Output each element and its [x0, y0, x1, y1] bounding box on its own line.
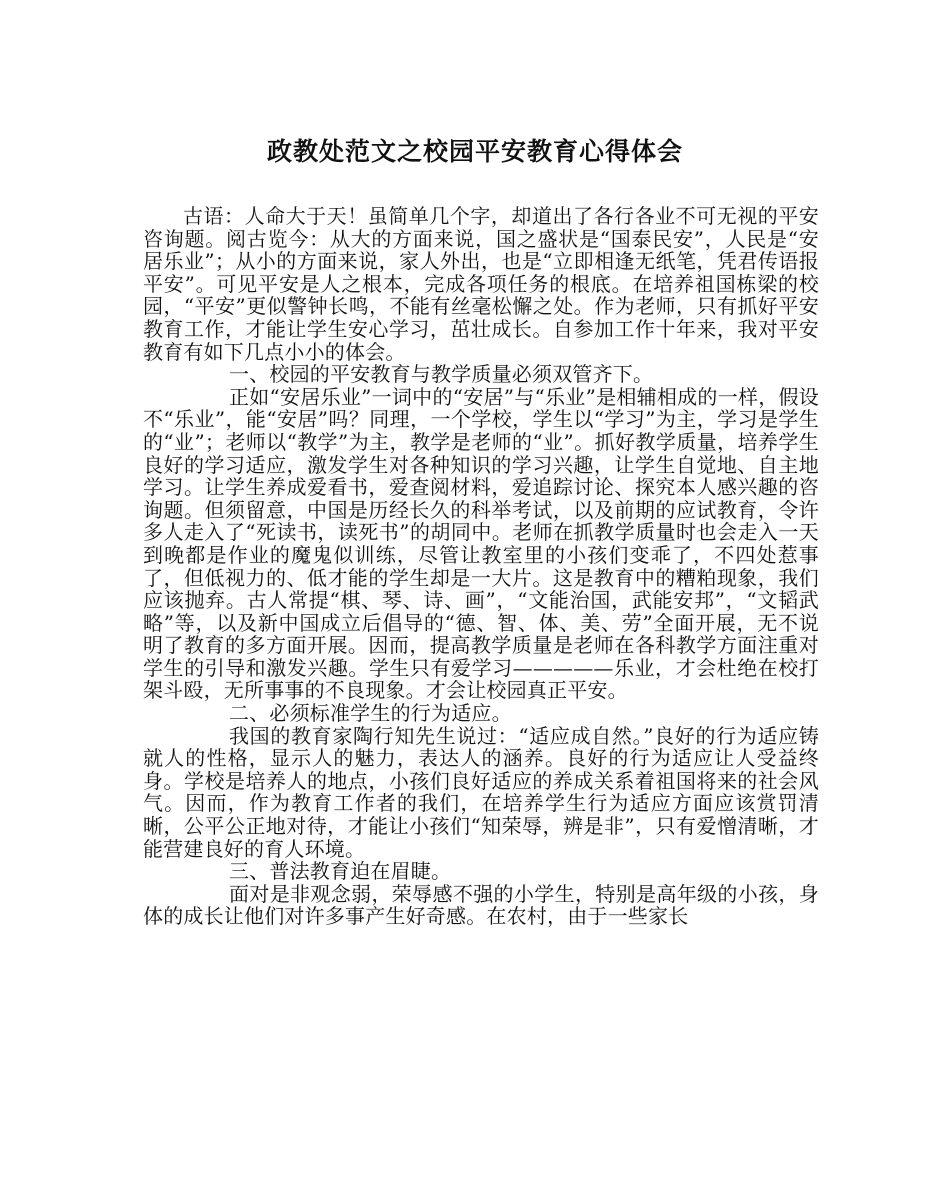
section-heading-1: 一、校园的平安教育与教学质量必须双管齐下。	[229, 362, 654, 387]
paragraph-section-3: 面对是非观念弱，荣辱感不强的小学生，特别是高年级的小孩，身体的成长让他们对许多事产生好奇感。在农村，由于一些家长	[143, 881, 819, 929]
section-heading-3: 三、普法教育迫在眉睫。	[229, 859, 452, 884]
document-body	[143, 205, 819, 928]
document-title: 政教处范文之校园平安教育心得体会	[266, 137, 683, 166]
paragraph-section-1: 正如“安居乐业”一词中的“安居”与“乐业”是相辅相成的一样，假设不“乐业”，能“安居”吗？同理，一个学校，学生以“学习”为主，学习是学生的“业”；老师以“教学”为主，教学是老师的“业”。抓好教学质量，培养学生良好的学习适应，激发学生对各种知识的学习兴趣，让学生自觉地、自主地学习。让学生养成爱看书，爱查阅材料，爱追踪讨论、探究本人感兴趣的咨询题。但须留意，中国是历经长久的科举考试，以及前期的应试教育，令许多人走入了“死读书，读死书”的胡同中。老师在抓教学质量时也会走入一天到晚都是作业的魔鬼似训练，尽管让教室里的小孩们变乖了，不四处惹事了，但低视力的、低才能的学生却是一大片。这是教育中的糟粕现象，我们应该抛弃。古人常提“棋、琴、诗、画”，“文能治国，武能安邦”，“文韬武略”等，以及新中国成立后倡导的“德、智、体、美、劳”全面开展，无不说明了教育的多方面开展。因而，提高教学质量是老师在各科教学方面注重对学生的引导和激发兴趣。学生只有爱学习—————乐业，才会杜绝在校打架斗殴，无所事事的不良现象。才会让校园真正平安。	[143, 384, 819, 703]
section-heading-2: 二、必须标准学生的行为适应。	[229, 701, 512, 726]
paragraph-section-2: 我国的教育家陶行知先生说过：“适应成自然。”良好的行为适应铸就人的性格，显示人的魅力，表达人的涵养。良好的行为适应让人受益终身。学校是培养人的地点，小孩们良好适应的养成关系着祖国将来的社会风气。因而，作为教育工作者的我们，在培养学生行为适应方面应该赏罚清晰，公平公正地对待，才能让小孩们“知荣辱，辨是非”，只有爱憎清晰，才能营建良好的育人环境。	[143, 723, 819, 861]
paragraph-intro: 古语：人命大于天！虽简单几个字，却道出了各行各业不可无视的平安咨询题。阅古览今：从大的方面来说，国之盛状是“国泰民安”，人民是“安居乐业”；从小的方面来说，家人外出，也是“立即相逢无纸笔，凭君传语报平安”。可见平安是人之根本，完成各项任务的根底。在培养祖国栋梁的校园，“平安”更似警钟长鸣，不能有丝毫松懈之处。作为老师，只有抓好平安教育工作，才能让学生安心学习，茁壮成长。自参加工作十年来，我对平安教育有如下几点小小的体会。	[143, 204, 819, 364]
